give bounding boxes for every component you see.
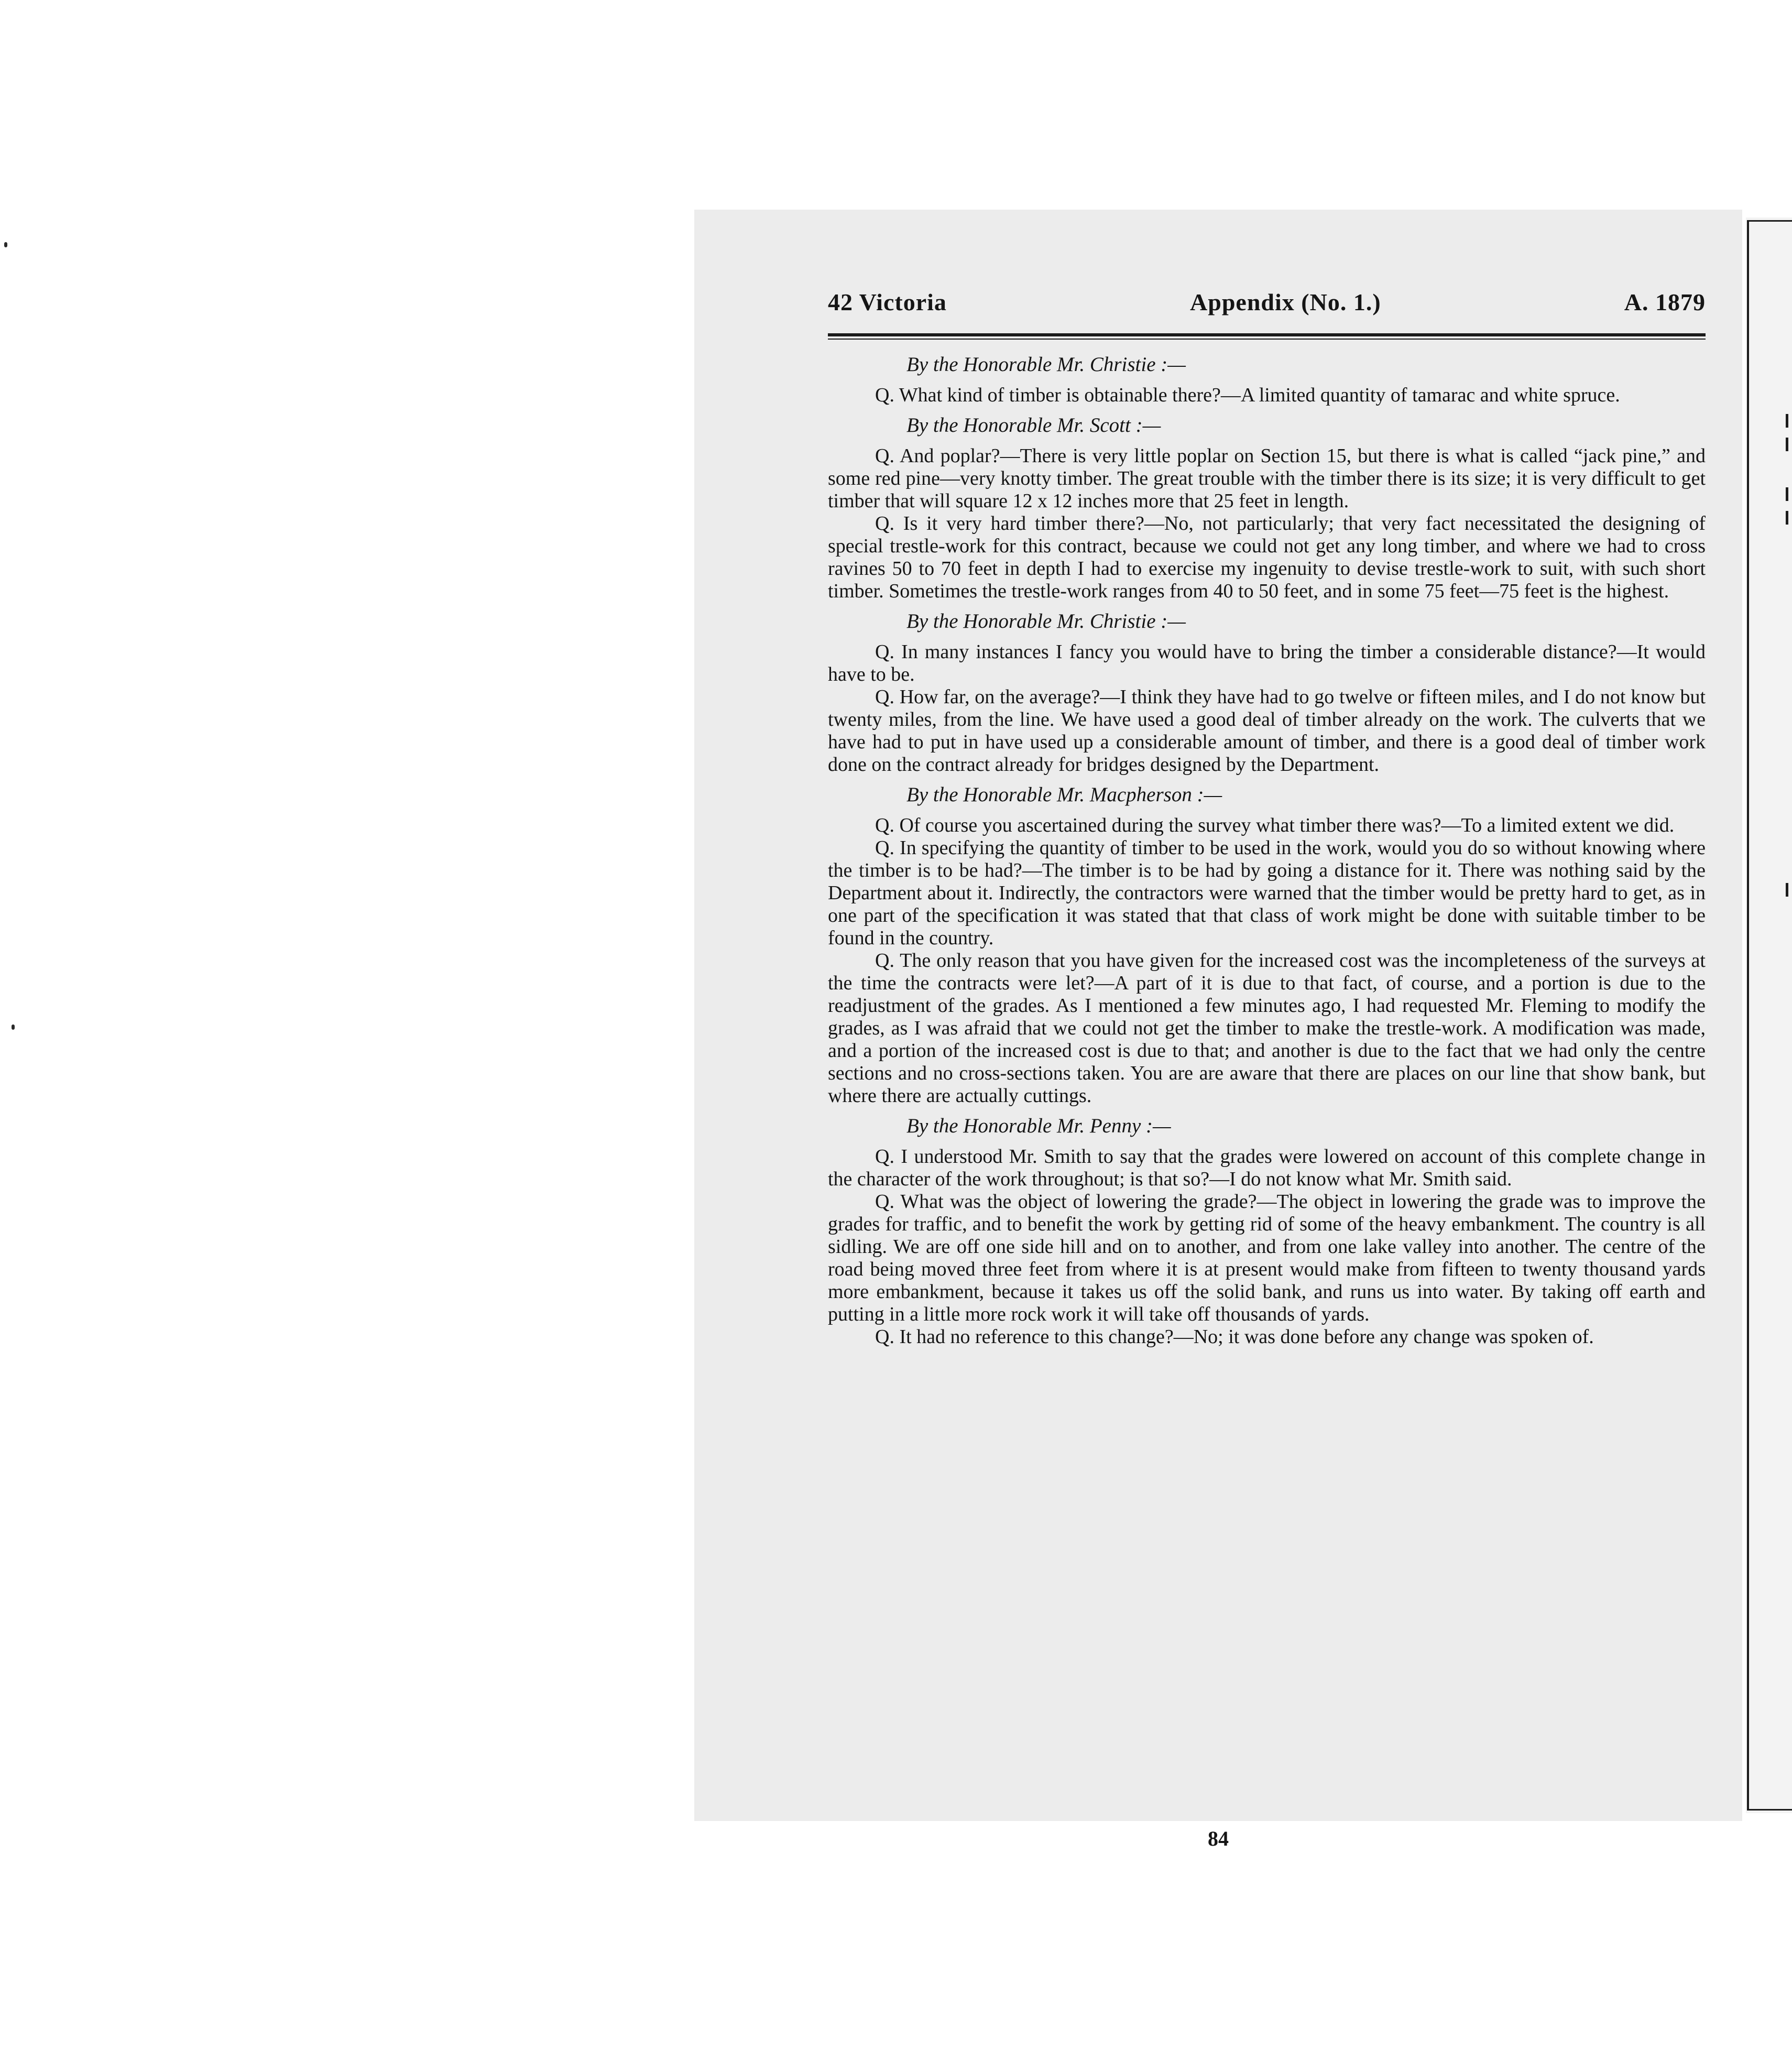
running-head-center: Appendix (No. 1.) bbox=[1190, 289, 1381, 315]
facing-page-border bbox=[1747, 220, 1749, 1811]
facing-page-text-fragment bbox=[1786, 414, 1788, 428]
speaker-heading: By the Honorable Mr. Macpherson :— bbox=[906, 783, 1222, 806]
testimony-paragraph: Q. In specifying the quantity of timber to be used in the work, would you do so without knowing where the timber is to be had?—The timber is to be had by going a distance for it. There was nothing said by the Department about it. Indirectly, the contractors were warned that the timber would be pretty hard to get, as in one part of the specification it was stated that that class of work might be done with suitable timber to be found in the country. bbox=[828, 837, 1706, 949]
facing-page-text-fragment bbox=[1786, 883, 1788, 897]
document-page bbox=[694, 210, 1742, 1850]
speaker-heading: By the Honorable Mr. Penny :— bbox=[906, 1115, 1171, 1137]
running-head-right: A. 1879 bbox=[1624, 289, 1706, 315]
testimony-paragraph: Q. What was the object of lowering the grade?—The object in lowering the grade was to improve the grades for traffic, and to benefit the work by getting rid of some of the heavy embankment. The country is all sidling. We are off one side hill and on to another, and from one lake valley into another. The centre of the road being moved three feet from where it is at present would make from fifteen to twenty thousand yards more embankment, because it takes us off the solid bank, and runs us into water. By taking off earth and putting in a little more rock work it will take off thousands of yards. bbox=[828, 1191, 1706, 1325]
page-number: 84 bbox=[1208, 1827, 1229, 1850]
testimony-paragraph: Q. What kind of timber is obtainable there?—A limited quantity of tamarac and white spruce. bbox=[875, 384, 1620, 406]
scan-speck bbox=[4, 242, 7, 247]
testimony-paragraph: Q. And poplar?—There is very little poplar on Section 15, but there is what is called “jack pine,” and some red pine—very knotty timber. The great trouble with the timber there is its size; it is very difficult to get timber that will square 12 x 12 inches more that 25 feet in length. bbox=[828, 445, 1706, 512]
scan-speck bbox=[12, 1024, 15, 1030]
page-content bbox=[828, 288, 1706, 1348]
testimony-paragraph: Q. Is it very hard timber there?—No, not particularly; that very fact necessitated the designing of special trestle-work for this contract, because we could not get any long timber, and where we had to cross ravines 50 to 70 feet in depth I had to exercise my ingenuity to devise trestle-work to suit, with such short timber. Sometimes the trestle-work ranges from 40 to 50 feet, and in some 75 feet—75 feet is the highest. bbox=[828, 512, 1706, 602]
running-head-left: 42 Victoria bbox=[828, 289, 947, 315]
speaker-heading: By the Honorable Mr. Christie :— bbox=[906, 610, 1186, 633]
body-text bbox=[828, 353, 1706, 1348]
facing-page-edge bbox=[1746, 217, 1792, 1813]
facing-page-border-top bbox=[1747, 220, 1792, 222]
facing-page-text-fragment bbox=[1786, 487, 1788, 501]
facing-page-text-fragment bbox=[1786, 511, 1788, 525]
testimony-paragraph: Q. In many instances I fancy you would have to bring the timber a considerable distance?—It would have to be. bbox=[828, 641, 1706, 685]
testimony-paragraph: Q. I understood Mr. Smith to say that the grades were lowered on account of this complete change in the character of the work throughout; is that so?—I do not know what Mr. Smith said. bbox=[828, 1146, 1706, 1190]
speaker-heading: By the Honorable Mr. Christie :— bbox=[906, 353, 1186, 376]
header-rule-thick bbox=[828, 333, 1706, 336]
testimony-paragraph: Q. Of course you ascertained during the survey what timber there was?—To a limited extent we did. bbox=[875, 814, 1675, 836]
testimony-paragraph: Q. The only reason that you have given for the increased cost was the incompleteness of the surveys at the time the contracts were let?—A part of it is due to that fact, of course, and a portion is due to the readjustment of the grades. As I mentioned a few minutes ago, I had requested Mr. Fleming to modify the grades, as I was afraid that we could not get the timber to make the trestle-work. A modification was made, and a portion of the increased cost is due to that; and another is due to the fact that we had only the centre sections and no cross-sections taken. You are are aware that there are places on our line that show bank, but where there are actually cuttings. bbox=[828, 950, 1706, 1107]
testimony-paragraph: Q. How far, on the average?—I think they have had to go twelve or fifteen miles, and I do not know but twenty miles, from the line. We have used a good deal of timber already on the work. The culverts that we have had to put in have used up a considerable amount of timber, and there is a good deal of timber work done on the contract already for bridges designed by the Department. bbox=[828, 686, 1706, 776]
speaker-heading: By the Honorable Mr. Scott :— bbox=[906, 414, 1161, 437]
header-rule-thin bbox=[828, 339, 1706, 340]
facing-page-border-bottom bbox=[1747, 1809, 1792, 1811]
testimony-paragraph: Q. It had no reference to this change?—No; it was done before any change was spoken of. bbox=[875, 1326, 1594, 1348]
running-head bbox=[828, 288, 1706, 320]
facing-page-text-fragment bbox=[1786, 438, 1788, 451]
